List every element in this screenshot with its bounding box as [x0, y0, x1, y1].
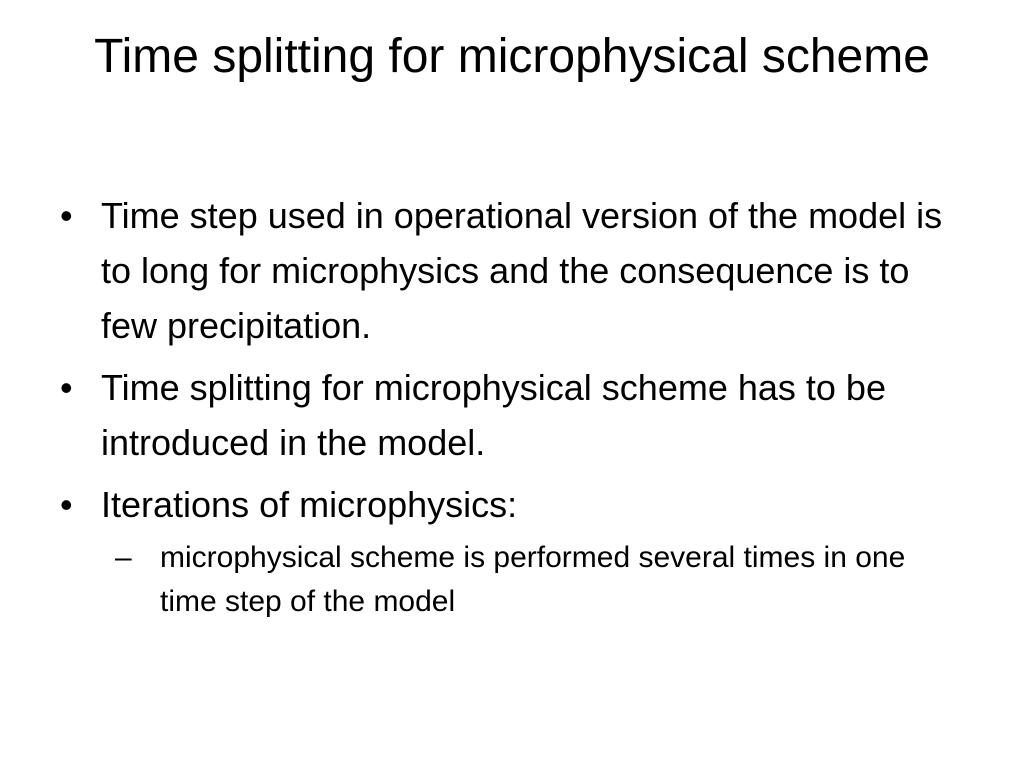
sub-bullet-marker: –: [115, 541, 132, 574]
bullet-text: Iterations of microphysics:: [101, 484, 518, 525]
bullet-marker: •: [60, 484, 73, 525]
sub-bullet-item: [115, 536, 960, 624]
bullet-list: [60, 188, 960, 631]
bullet-item: [60, 360, 960, 470]
slide-title: Time splitting for microphysical scheme: [94, 30, 930, 83]
bullet-item: [60, 188, 960, 353]
sub-bullet-list: [101, 536, 960, 624]
bullet-text: Time splitting for microphysical scheme has to be introduced in the model.: [101, 367, 886, 463]
sub-bullet-text: microphysical scheme is performed several times in one time step of the model: [160, 541, 906, 618]
bullet-item: [60, 477, 960, 624]
bullet-text: Time step used in operational version of the model is to long for microphysics and the consequence is to few precipitation.: [101, 195, 943, 346]
bullet-marker: •: [60, 367, 73, 408]
bullet-marker: •: [60, 195, 73, 236]
